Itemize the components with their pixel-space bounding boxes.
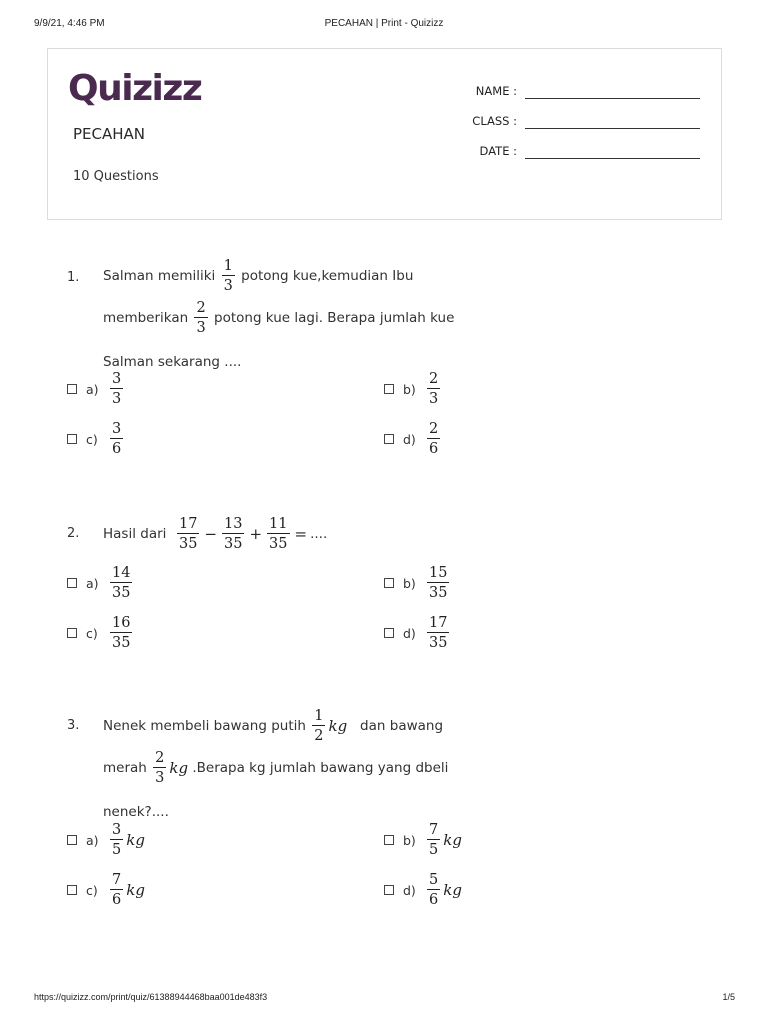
- checkbox-icon[interactable]: [67, 384, 77, 394]
- fraction: [427, 422, 440, 457]
- fraction: [110, 873, 123, 908]
- math-operator: +: [249, 525, 263, 543]
- question-text-segment: potong kue lagi. Berapa jumlah kue: [209, 310, 455, 326]
- name-line: [525, 98, 700, 99]
- question-text-segment: dan bawang: [347, 718, 444, 734]
- checkbox-icon[interactable]: [67, 578, 77, 588]
- fraction-denominator: 35: [222, 533, 244, 552]
- checkbox-icon[interactable]: [67, 628, 77, 638]
- answer-option-a[interactable]: [67, 819, 145, 861]
- fraction-denominator: 35: [110, 632, 132, 651]
- fraction-denominator: 3: [427, 388, 440, 407]
- fraction-denominator: 35: [427, 632, 449, 651]
- fraction-numerator: 2: [429, 370, 439, 387]
- fraction-numerator: 5: [429, 871, 439, 888]
- question-count: 10 Questions: [73, 169, 159, 184]
- fraction-denominator: 35: [427, 582, 449, 601]
- fraction-denominator: 2: [312, 725, 325, 744]
- option-letter: c): [86, 431, 98, 447]
- print-datetime: 9/9/21, 4:46 PM: [34, 18, 105, 29]
- quizizz-logo: [68, 67, 203, 109]
- question-text-segment: .Berapa kg jumlah bawang yang dbeli: [188, 760, 449, 776]
- fraction: [110, 823, 123, 858]
- unit-label: kg: [126, 881, 145, 899]
- fraction: [427, 616, 449, 651]
- fraction-denominator: 35: [110, 582, 132, 601]
- fraction-denominator: 6: [427, 889, 440, 908]
- question-number: 2.: [67, 526, 80, 541]
- fraction-numerator: 17: [178, 515, 198, 532]
- option-letter: a): [86, 575, 99, 591]
- fraction-numerator: 3: [112, 370, 122, 387]
- question-text-segment: ....: [310, 526, 328, 542]
- fraction: [222, 517, 244, 552]
- checkbox-icon[interactable]: [384, 835, 394, 845]
- fraction-numerator: 3: [112, 420, 122, 437]
- option-letter: d): [403, 882, 416, 898]
- question-number: 1.: [67, 270, 80, 285]
- fraction-numerator: 1: [223, 257, 233, 274]
- fraction-denominator: 6: [110, 438, 123, 457]
- fraction: [427, 873, 440, 908]
- fraction-denominator: 3: [194, 317, 207, 336]
- math-operator: −: [204, 525, 218, 543]
- fraction-numerator: 17: [429, 614, 448, 631]
- question-text-segment: Nenek membeli bawang putih: [103, 718, 311, 734]
- question-line: [103, 298, 454, 338]
- fraction-numerator: 7: [429, 821, 439, 838]
- class-field[interactable]: [455, 114, 700, 134]
- answer-option-d[interactable]: [384, 612, 451, 654]
- date-label: DATE :: [479, 144, 517, 158]
- question-line: [103, 256, 413, 296]
- question-text-segment: merah: [103, 760, 152, 776]
- checkbox-icon[interactable]: [384, 578, 394, 588]
- checkbox-icon[interactable]: [384, 628, 394, 638]
- answer-option-a[interactable]: [67, 562, 134, 604]
- class-line: [525, 128, 700, 129]
- fraction-denominator: 35: [177, 533, 199, 552]
- question-text-segment: nenek?....: [103, 804, 169, 820]
- fraction-numerator: 14: [112, 564, 131, 581]
- option-letter: a): [86, 381, 99, 397]
- option-letter: d): [403, 431, 416, 447]
- option-letter: b): [403, 381, 416, 397]
- fraction: [194, 301, 207, 336]
- question-line: [103, 748, 448, 788]
- math-operator: =: [294, 525, 308, 543]
- option-letter: b): [403, 832, 416, 848]
- fraction-denominator: 5: [110, 839, 123, 858]
- option-letter: c): [86, 625, 98, 641]
- fraction-numerator: 11: [269, 515, 288, 532]
- class-label: CLASS :: [472, 114, 517, 128]
- checkbox-icon[interactable]: [67, 835, 77, 845]
- checkbox-icon[interactable]: [384, 384, 394, 394]
- print-page-title: PECAHAN | Print - Quizizz: [324, 18, 444, 29]
- fraction-numerator: 2: [155, 749, 165, 766]
- date-field[interactable]: [455, 144, 700, 164]
- answer-option-c[interactable]: [67, 869, 145, 911]
- question-text-segment: Salman sekarang ....: [103, 354, 242, 370]
- unit-label: kg: [443, 881, 462, 899]
- fraction-denominator: 3: [153, 767, 166, 786]
- print-page-number: 1/5: [722, 992, 735, 1002]
- fraction-denominator: 3: [222, 275, 235, 294]
- fraction-denominator: 3: [110, 388, 123, 407]
- question-text-segment: Hasil dari: [103, 526, 175, 542]
- fraction: [110, 422, 123, 457]
- option-letter: b): [403, 575, 416, 591]
- fraction: [222, 259, 235, 294]
- checkbox-icon[interactable]: [384, 885, 394, 895]
- fraction-numerator: 16: [112, 614, 131, 631]
- option-letter: a): [86, 832, 99, 848]
- answer-option-d[interactable]: [384, 418, 442, 460]
- fraction: [427, 372, 440, 407]
- option-letter: d): [403, 625, 416, 641]
- question-line: [103, 514, 327, 554]
- fraction: [427, 823, 440, 858]
- fraction: [110, 616, 132, 651]
- fraction: [312, 709, 325, 744]
- fraction: [153, 751, 166, 786]
- checkbox-icon[interactable]: [67, 434, 77, 444]
- print-url: https://quizizz.com/print/quiz/61388944468baa001de483f3: [34, 992, 268, 1002]
- question-line: [103, 706, 443, 746]
- logo-text: Quizizz: [68, 68, 202, 109]
- answer-option-b[interactable]: [384, 562, 451, 604]
- question-text-segment: Salman memiliki: [103, 268, 220, 284]
- answer-option-a[interactable]: [67, 368, 125, 410]
- name-field[interactable]: [455, 84, 700, 104]
- unit-label: kg: [443, 831, 462, 849]
- answer-option-c[interactable]: [67, 418, 125, 460]
- fraction: [110, 566, 132, 601]
- fraction-denominator: 6: [427, 438, 440, 457]
- date-line: [525, 158, 700, 159]
- fraction-numerator: 13: [224, 515, 243, 532]
- fraction-denominator: 5: [427, 839, 440, 858]
- fraction-numerator: 7: [112, 871, 122, 888]
- fraction-denominator: 35: [267, 533, 289, 552]
- answer-option-d[interactable]: [384, 869, 462, 911]
- quiz-header-card: [47, 48, 722, 220]
- checkbox-icon[interactable]: [384, 434, 394, 444]
- option-letter: c): [86, 882, 98, 898]
- unit-label: kg: [169, 759, 189, 777]
- fraction-denominator: 6: [110, 889, 123, 908]
- fraction-numerator: 1: [314, 707, 324, 724]
- fraction-numerator: 2: [429, 420, 439, 437]
- fraction-numerator: 2: [196, 299, 206, 316]
- answer-option-b[interactable]: [384, 819, 462, 861]
- fraction-numerator: 3: [112, 821, 122, 838]
- name-label: NAME :: [475, 84, 517, 98]
- unit-label: kg: [126, 831, 145, 849]
- quiz-title: PECAHAN: [73, 125, 146, 143]
- fraction: [177, 517, 199, 552]
- question-text-segment: memberikan: [103, 310, 193, 326]
- unit-label: kg: [328, 717, 348, 735]
- answer-option-b[interactable]: [384, 368, 442, 410]
- checkbox-icon[interactable]: [67, 885, 77, 895]
- fraction: [110, 372, 123, 407]
- question-text-segment: potong kue,kemudian Ibu: [236, 268, 414, 284]
- fraction-numerator: 15: [429, 564, 448, 581]
- fraction: [267, 517, 289, 552]
- fraction: [427, 566, 449, 601]
- answer-option-c[interactable]: [67, 612, 134, 654]
- question-number: 3.: [67, 718, 80, 733]
